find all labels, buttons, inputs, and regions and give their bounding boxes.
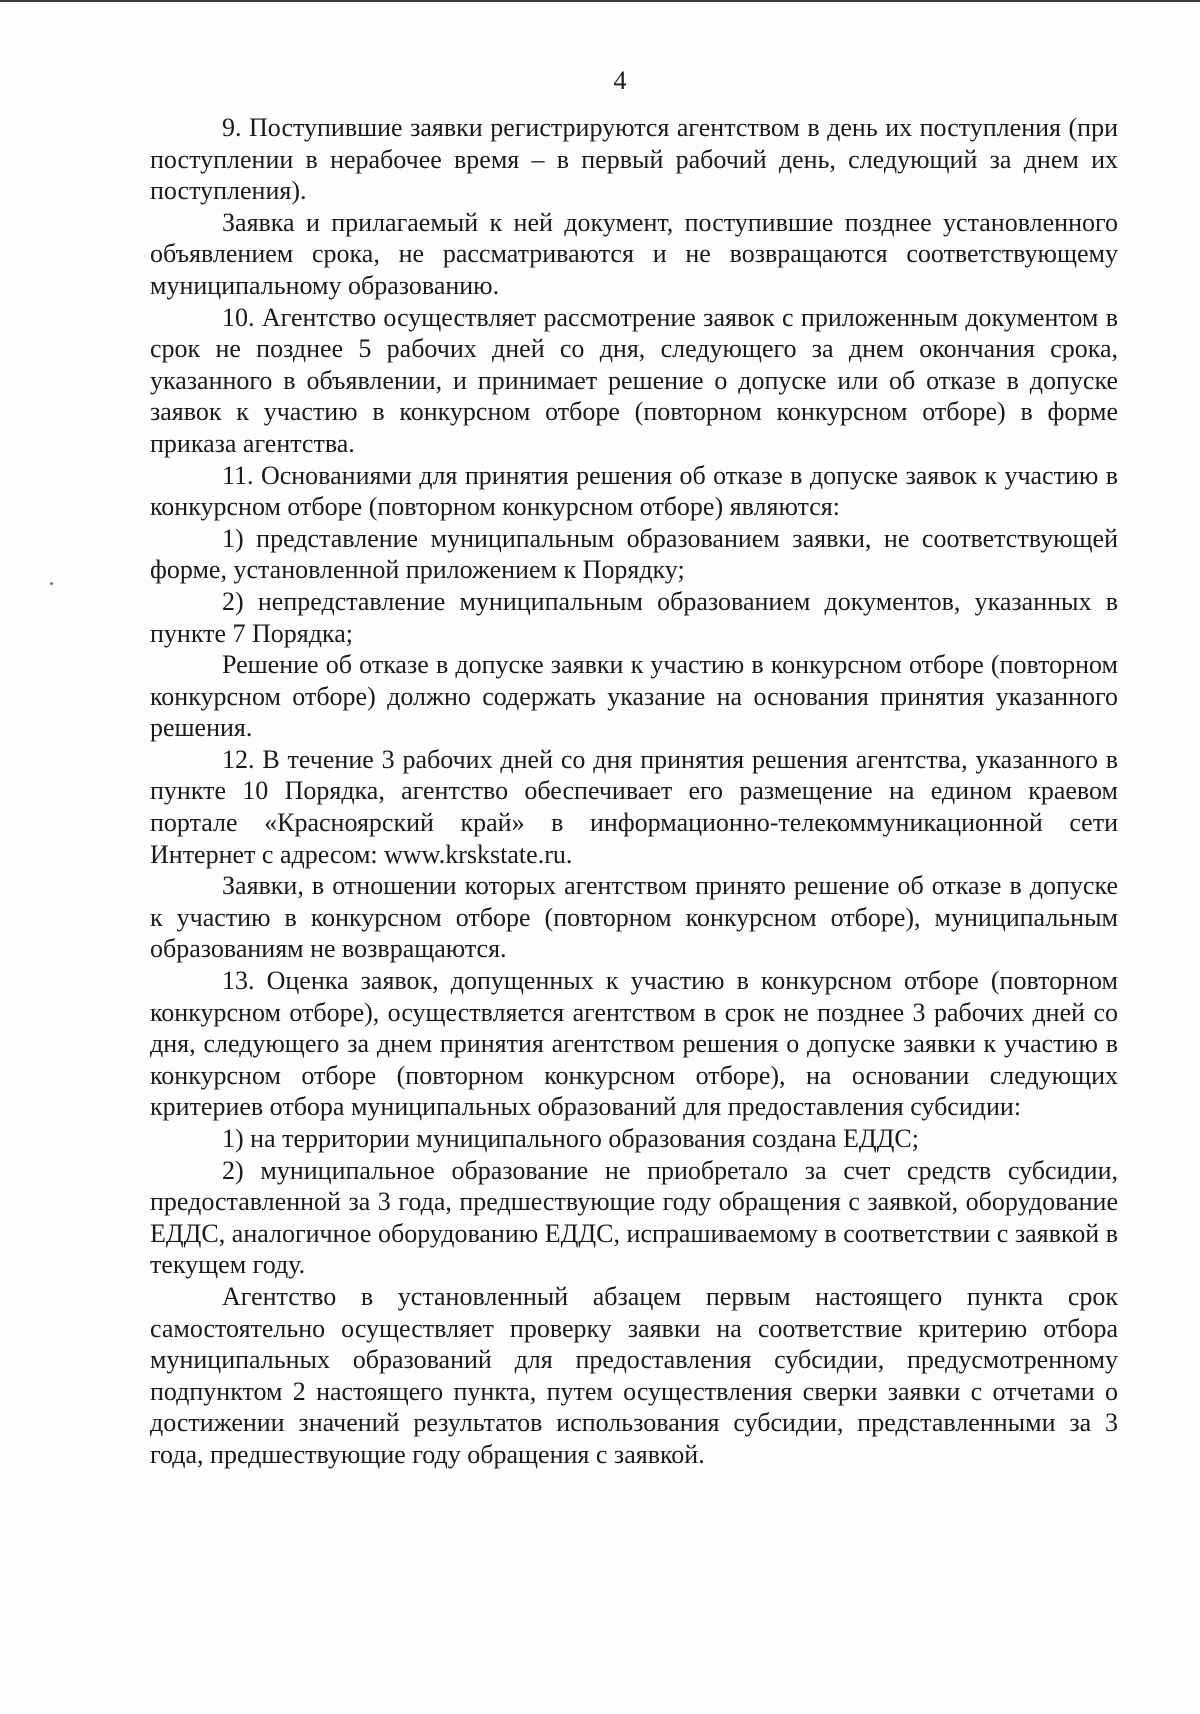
scan-top-edge: [0, 0, 1200, 2]
paragraph-11-item-1: 1) представление муниципальным образованием заявки, не соответствующей форме, установленной приложением к Порядку;: [150, 523, 1118, 585]
paragraph-13: 13. Оценка заявок, допущенных к участию в конкурсном отборе (повторном конкурсном отборе), осуществляется агентством в срок не позднее 3 рабочих дней со дня, следующего за днем принятия агентством решения о допуске заявки к участию в конкурсном отборе (повторном конкурсном отборе), на основании следующих критериев отбора муниципальных образований для предоставления субсидии:: [150, 966, 1118, 1122]
paragraph-9: 9. Поступившие заявки регистрируются агентством в день их поступления (при поступлении в нерабочее время – в первый рабочий день, следующий за днем их поступления).: [150, 113, 1118, 206]
paragraph-13-criterion-1: 1) на территории муниципального образования создана ЕДДС;: [222, 1124, 919, 1153]
paragraph-12-not-returned: Заявки, в отношении которых агентством принято решение об отказе в допуске к участию в конкурсном отборе (повторном конкурсном отборе), муниципальным образованиям не возвращаются.: [150, 871, 1118, 964]
paragraph-10: 10. Агентство осуществляет рассмотрение заявок с приложенным документом в срок не позднее 5 рабочих дней со дня, следующего за днем окончания срока, указанного в объявлении, и принимает решение о допуске или об отказе в допуске заявок к участию в конкурсном отборе (повторном конкурсном отборе) в форме приказа агентства.: [150, 302, 1118, 458]
paragraph-9-late-applications: Заявка и прилагаемый к ней документ, поступившие позднее установленного объявлением срока, не рассматриваются и не возвращаются соответствующему муниципальному образованию.: [150, 207, 1118, 300]
page-number: 4: [613, 66, 627, 95]
paragraph-11-item-2: 2) непредставление муниципальным образованием документов, указанных в пункте 7 Порядка;: [150, 586, 1118, 648]
paragraph-11-decision: Решение об отказе в допуске заявки к участию в конкурсном отборе (повторном конкурсном отборе) должно содержать указание на основания принятия указанного решения.: [150, 650, 1118, 743]
document-body: [150, 112, 1118, 1471]
paragraph-13-criterion-2: 2) муниципальное образование не приобретало за счет средств субсидии, предоставленной за 3 года, предшествующие году обращения с заявкой, оборудование ЕДДС, аналогичное оборудованию ЕДДС, испрашиваемому в соответствии с заявкой в текущем году.: [150, 1155, 1118, 1280]
paragraph-12: 12. В течение 3 рабочих дней со дня принятия решения агентства, указанного в пункте 10 Порядка, агентство обеспечивает его размещение на едином краевом портале «Красноярский край» в информационно-телекоммуникационной сети Интернет с адресом: www.krskstate.ru.: [150, 744, 1118, 869]
scan-speck: [50, 582, 53, 585]
paragraph-13-verification: Агентство в установленный абзацем первым настоящего пункта срок самостоятельно осуществляет проверку заявки на соответствие критерию отбора муниципальных образований для предоставления субсидии, предусмотренному подпунктом 2 настоящего пункта, путем осуществления сверки заявки с отчетами о достижении значений результатов использования субсидии, представленными за 3 года, предшествующие году обращения с заявкой.: [150, 1281, 1118, 1469]
paragraph-11: 11. Основаниями для принятия решения об отказе в допуске заявок к участию в конкурсном отборе (повторном конкурсном отборе) являются:: [150, 460, 1118, 522]
